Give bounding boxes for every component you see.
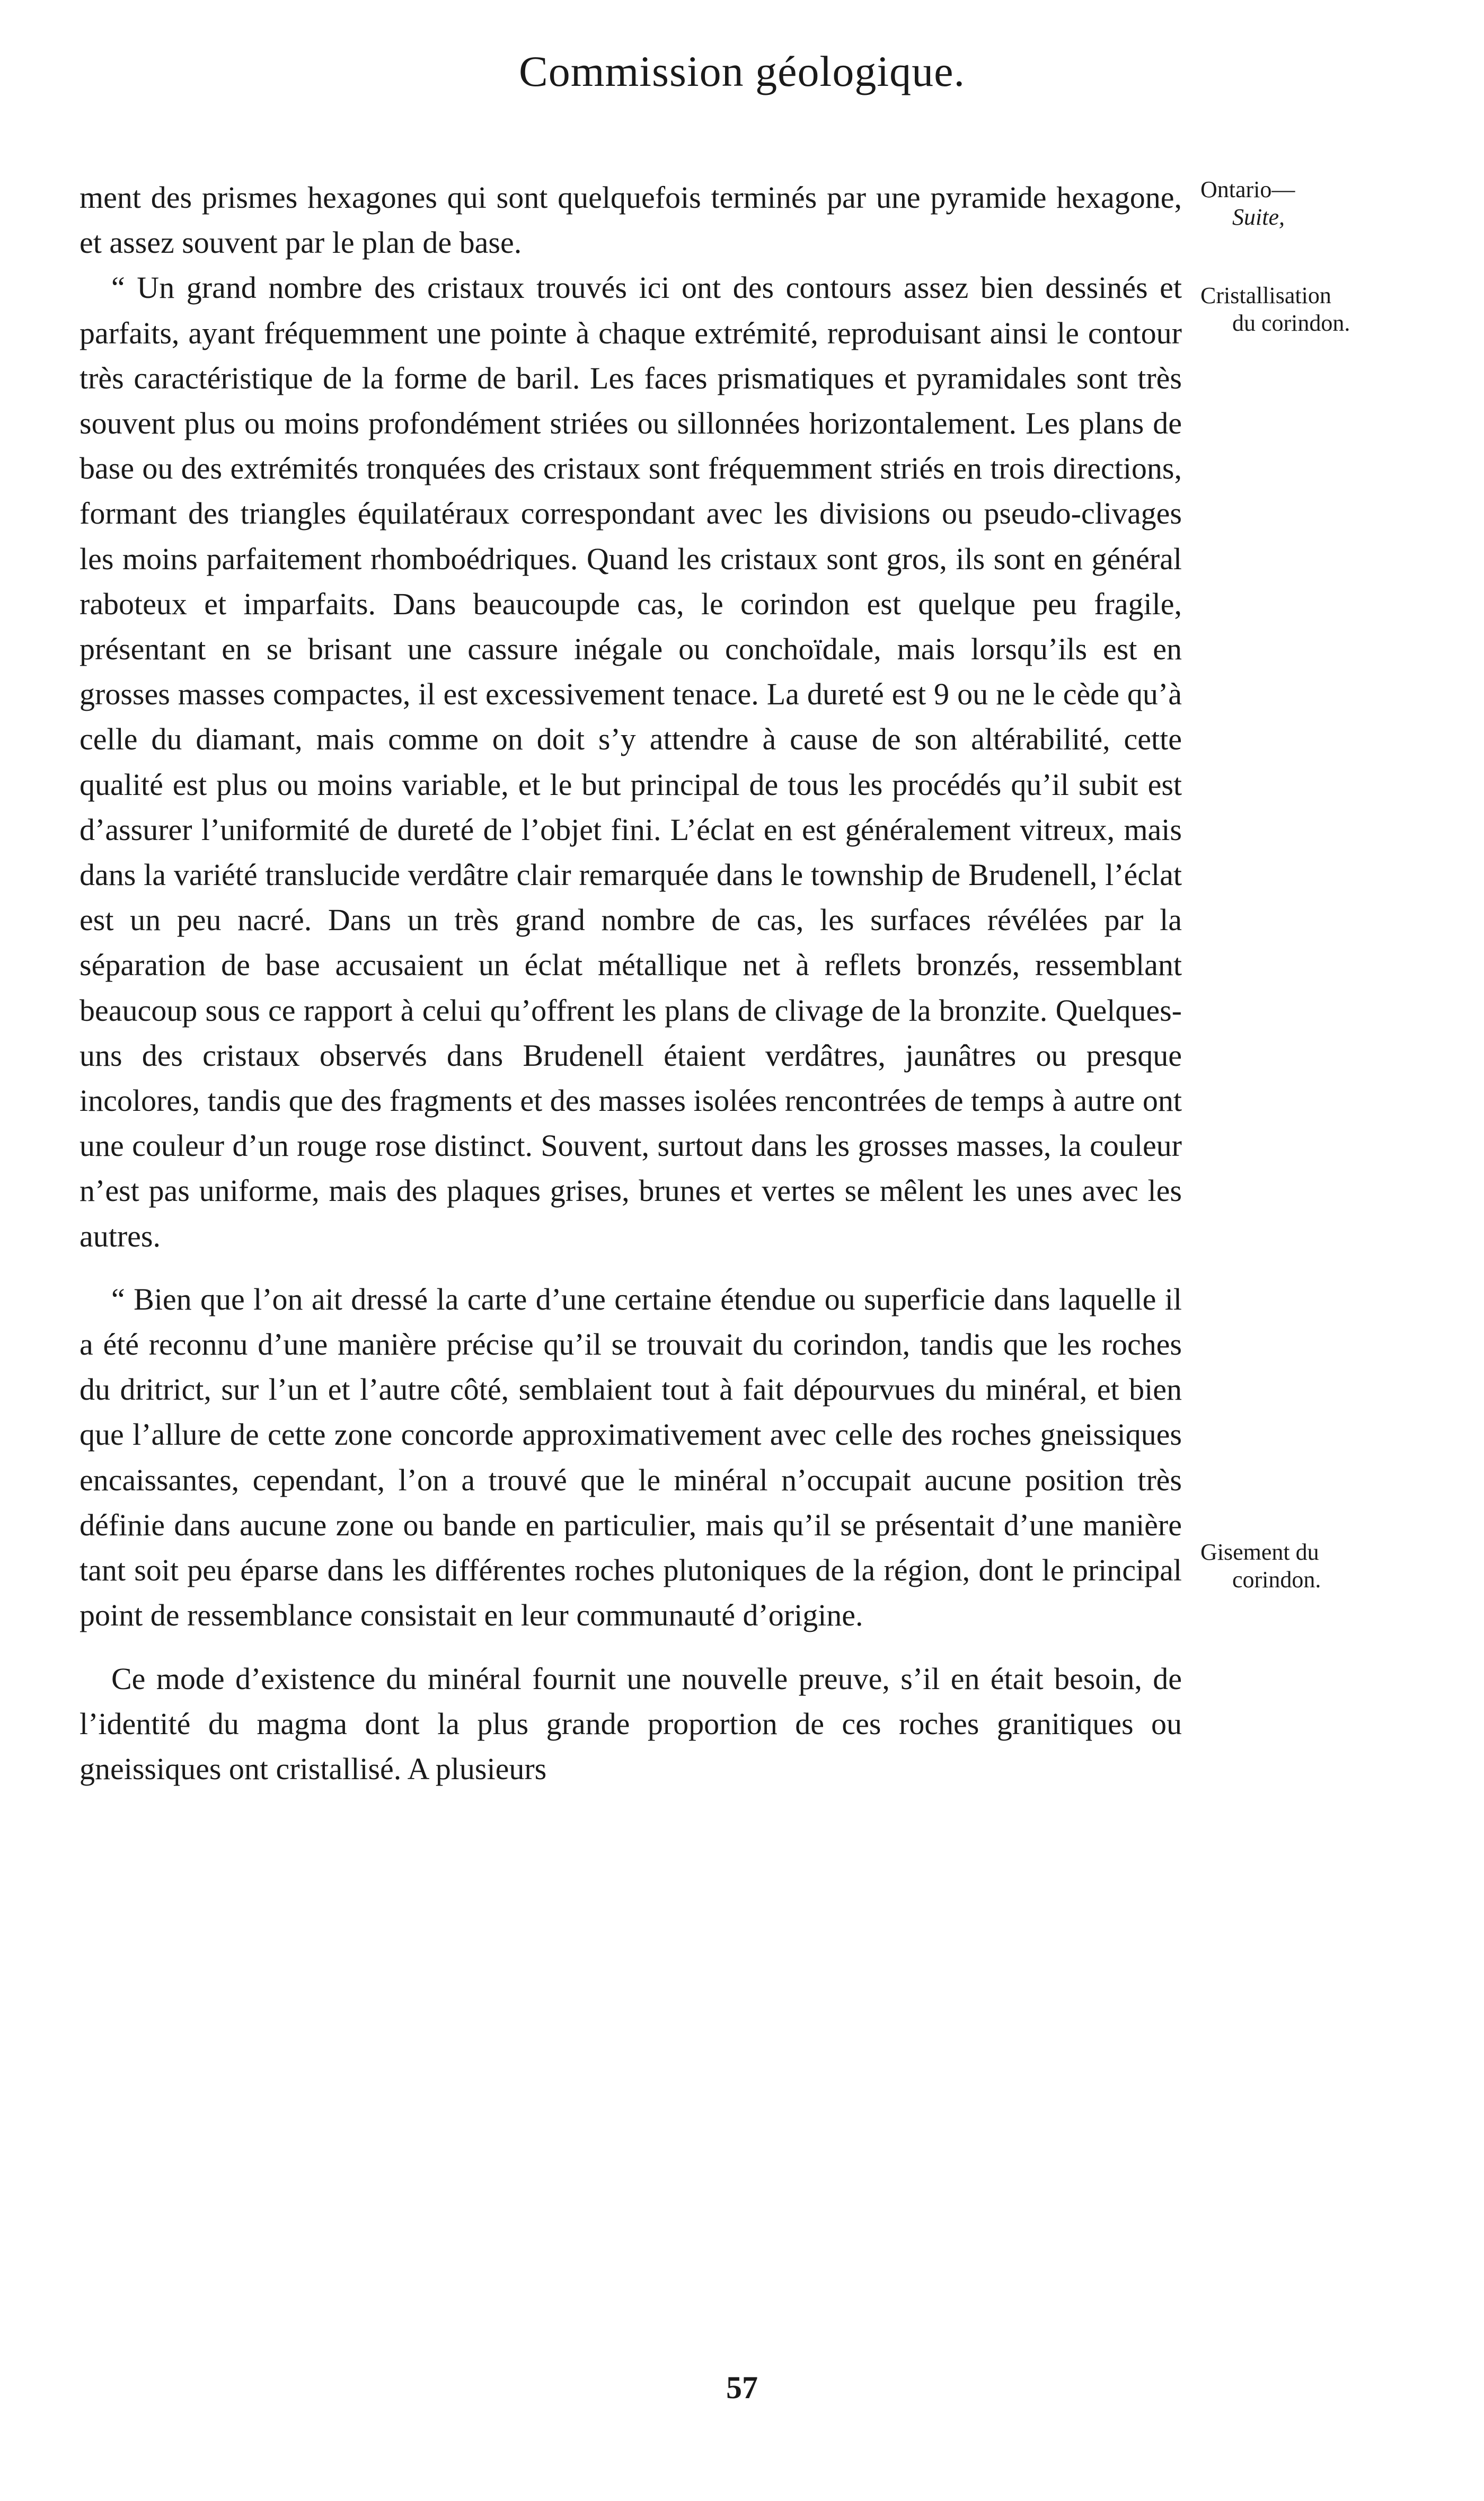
margin-note-line: Ontario— (1200, 176, 1295, 202)
paragraph: “ Un grand nombre des cristaux trouvés ici ont des contours assez bien dessinés et parfaits, ayant fréquemment une pointe à chaque extrémité, reproduisant ainsi le contour très caractéristique de la forme de baril. Les faces prismatiques et pyramidales sont très souvent plus ou moins profondément striées ou sillonnées horizontalement. Les plans de base ou des extrémités tronquées des cristaux sont fréquemment striés en trois directions, formant des triangles équilatéraux correspondant avec les divisions ou pseudo-clivages les moins parfaitement rhomboédriques. Quand les cristaux sont gros, ils sont en général raboteux et imparfaits. Dans beaucoupde cas, le corindon est quelque peu fragile, présentant en se brisant une cassure inégale ou conchoïdale, mais lorsqu’ils est en grosses masses compactes, il est excessivement tenace. La dureté est 9 ou ne le cède qu’à celle du diamant, mais comme on doit s’y attendre à cause de son altérabilité, cette qualité est plus ou moins variable, et le but principal de tous les procédés qu’il subit est d’assurer l’uniformité de dureté de l’objet fini. L’éclat en est généralement vitreux, mais dans la variété translucide verdâtre clair remarquée dans le township de Brudenell, l’éclat est un peu nacré. Dans un très grand nombre de cas, les surfaces révélées par la séparation de base accusaient un éclat métallique net à reflets bronzés, ressemblant beaucoup sous ce rapport à celui qu’offrent les plans de clivage de la bronzite. Quelques-uns des cristaux observés dans Brudenell étaient verdâtres, jaunâtres ou presque incolores, tandis que des fragments et des masses isolées rencontrées de temps à autre ont une couleur d’un rouge rose distinct. Souvent, surtout dans les grosses masses, la couleur n’est pas uniforme, mais des plaques grises, brunes et vertes se mêlent les unes avec les autres. (80, 270, 1182, 1253)
margin-note-line: Gisement du (1200, 1539, 1319, 1565)
paragraph: ment des prismes hexagones qui sont quelquefois terminés par une pyramide hexagone, et assez souvent par le plan de base. (80, 180, 1182, 260)
margin-note-line: corindon. (1232, 1567, 1321, 1593)
margin-note-line: du corindon. (1232, 310, 1350, 336)
margin-note-cristallisation (1200, 282, 1428, 337)
margin-note-line: Cristallisation (1200, 282, 1331, 308)
margin-note-gisement (1200, 1539, 1428, 1594)
page-number: 57 (726, 2370, 758, 2405)
paragraph: “ Bien que l’on ait dressé la carte d’une certaine étendue ou superficie dans laquelle il a été reconnu d’une manière précise qu’il se trouvait du corindon, tandis que les roches du dritrict, sur l’un et l’autre côté, semblaient tout à fait dépourvues du minéral, et bien que l’allure de cette zone concorde approximativement avec celle des roches gneissiques encaissantes, cependant, l’on a trouvé que le minéral n’occupait aucune position très définie dans aucune zone ou bande en particulier, mais qu’il se présentait d’une manière tant soit peu éparse dans les différentes roches plutoniques de la région, dont le principal point de ressemblance consistait en leur communauté d’origine. (80, 1282, 1182, 1633)
body-text (80, 175, 1182, 1791)
page-header-title: Commission géologique. (519, 47, 965, 95)
margin-note-line: Suite, (1232, 204, 1285, 230)
margin-note-ontario (1200, 176, 1428, 231)
paragraph: Ce mode d’existence du minéral fournit une nouvelle preuve, s’il en était besoin, de l’identité du magma dont la plus grande proportion de ces roches granitiques ou gneissiques ont cristallisé. A plusieurs (80, 1661, 1182, 1786)
